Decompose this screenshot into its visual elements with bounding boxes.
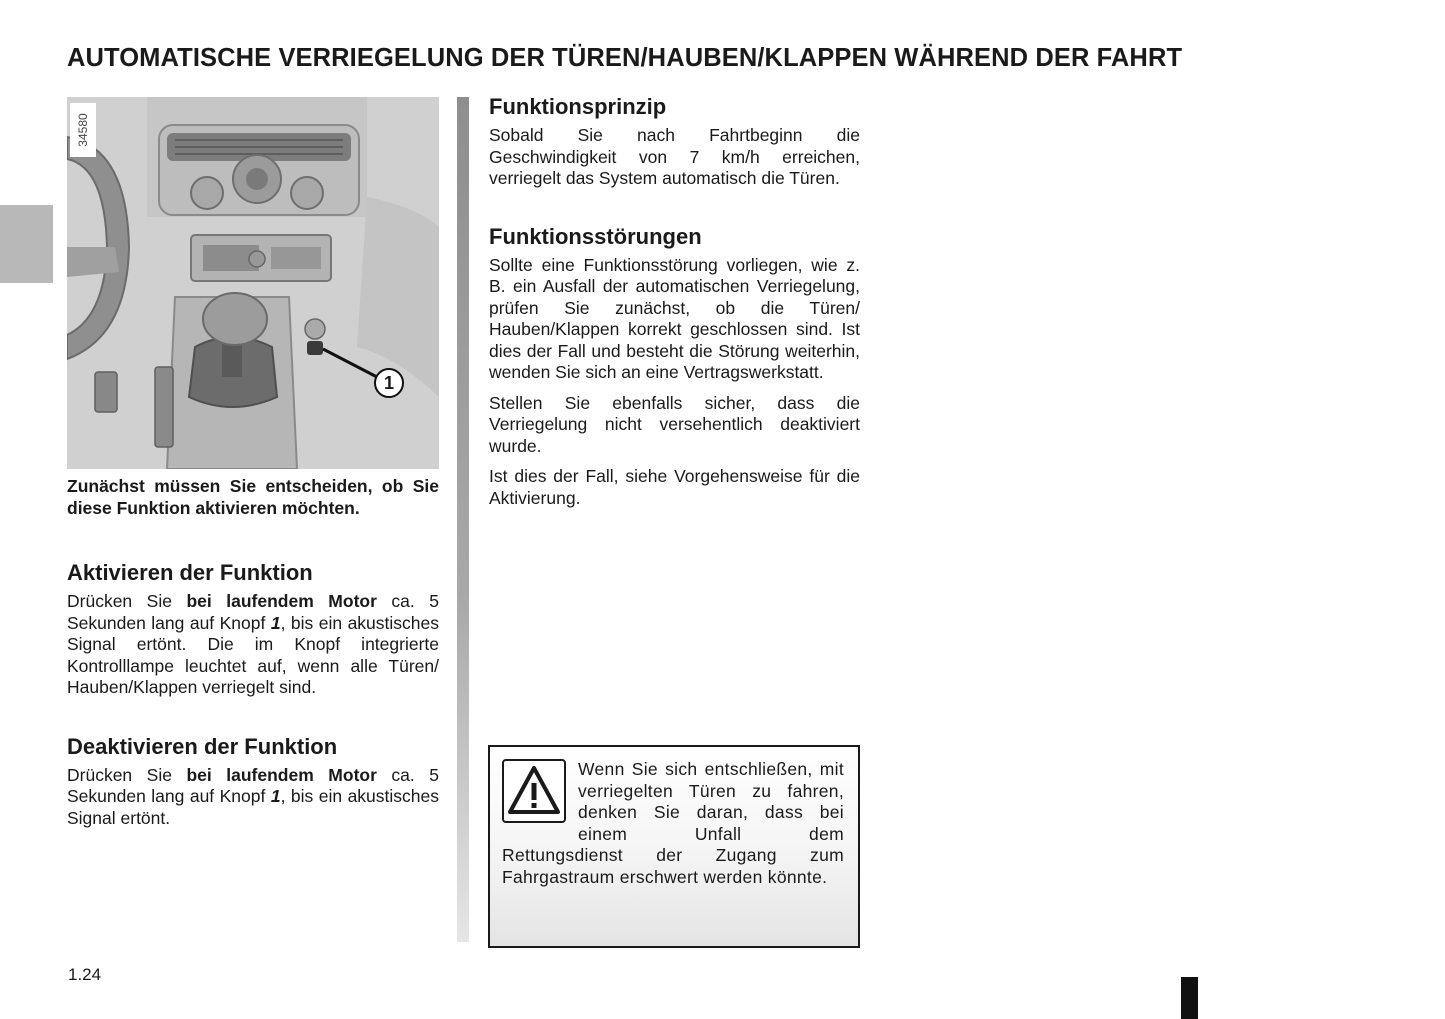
left-column xyxy=(67,97,439,829)
faults-paragraph-2: Stellen Sie ebenfalls sicher, dass die Verriegelung nicht versehentlich deaktiviert wurde. xyxy=(489,392,860,456)
warning-text: Wenn Sie sich entschließen, mit verriegelten Türen zu fahren, denken Sie daran, dass bei einem Unfall dem Rettungsdienst der Zugang zum Fahrgastraum erschwert werden könnte. xyxy=(502,759,844,887)
warning-box xyxy=(488,745,860,948)
activate-heading: Aktivieren der Funktion xyxy=(67,560,313,585)
page-title: AUTOMATISCHE VERRIEGELUNG DER TÜREN/HAUBEN/KLAPPEN WÄHREND DER FAHRT xyxy=(67,44,1183,72)
figure-number xyxy=(70,103,96,157)
principle-heading: Funktionsprinzip xyxy=(489,94,667,119)
deactivate-text xyxy=(67,765,439,830)
deactivate-text-part: , bis ein akustisches Signal ertönt. xyxy=(67,786,439,828)
faults-paragraph-3: Ist dies der Fall, siehe Vorgehensweise für die Aktivierung. xyxy=(489,466,860,508)
deactivate-heading: Deaktivieren der Funktion xyxy=(67,733,338,759)
activate-text xyxy=(67,591,439,699)
figure-number-text: 34580 xyxy=(76,113,90,147)
deactivate-text-part: ca. 5 Sekunden lang auf Knopf xyxy=(67,764,439,806)
figure-caption: Zunächst müssen Sie entscheiden, ob Sie diese Funktion aktivieren möchten. xyxy=(67,476,439,518)
activate-button-ref: 1 xyxy=(270,612,281,633)
faults-paragraph-1: Sollte eine Funktionsstörung vorliegen, wie z. B. ein Ausfall der automatischen Verriegelung, prüfen Sie zunächst, ob die Türen/ Hauben/Klappen korrekt geschlossen sind. Ist dies der Fall und besteht die Störung weiterhin, wenden Sie sich an eine Vertragswerkstatt. xyxy=(489,254,860,382)
column-divider xyxy=(457,97,469,942)
deactivate-button-ref: 1 xyxy=(270,786,281,806)
page-number: 1.24 xyxy=(68,965,102,984)
activate-text-bold: bei laufendem Motor xyxy=(186,591,377,611)
deactivate-text-part: Drücken Sie xyxy=(67,764,187,785)
faults-heading: Funktionsstörungen xyxy=(489,223,702,249)
page-edge-marker xyxy=(1181,977,1198,1019)
chapter-tab xyxy=(0,205,53,283)
dashboard-illustration xyxy=(67,97,439,469)
warning-triangle-icon xyxy=(502,759,566,823)
activate-text-part: Drücken Sie xyxy=(67,591,187,611)
dashboard-drawing xyxy=(67,97,439,469)
callout-number: 1 xyxy=(383,373,394,393)
activate-text-part: , bis ein akustisches Signal ertönt. Die im Knopf integrierte Kontrolllampe leuchtet auf, wenn alle Türen/ Hauben/Klappen verriegelt sind. xyxy=(67,612,439,697)
principle-text: Sobald Sie nach Fahrtbeginn die Geschwindigkeit von 7 km/h erreichen, verriegelt das System automatisch die Türen. xyxy=(489,125,860,188)
right-column xyxy=(489,93,860,509)
activate-text-part: ca. 5 Sekunden lang auf Knopf xyxy=(67,591,439,633)
deactivate-text-bold: bei laufendem Motor xyxy=(186,764,377,785)
